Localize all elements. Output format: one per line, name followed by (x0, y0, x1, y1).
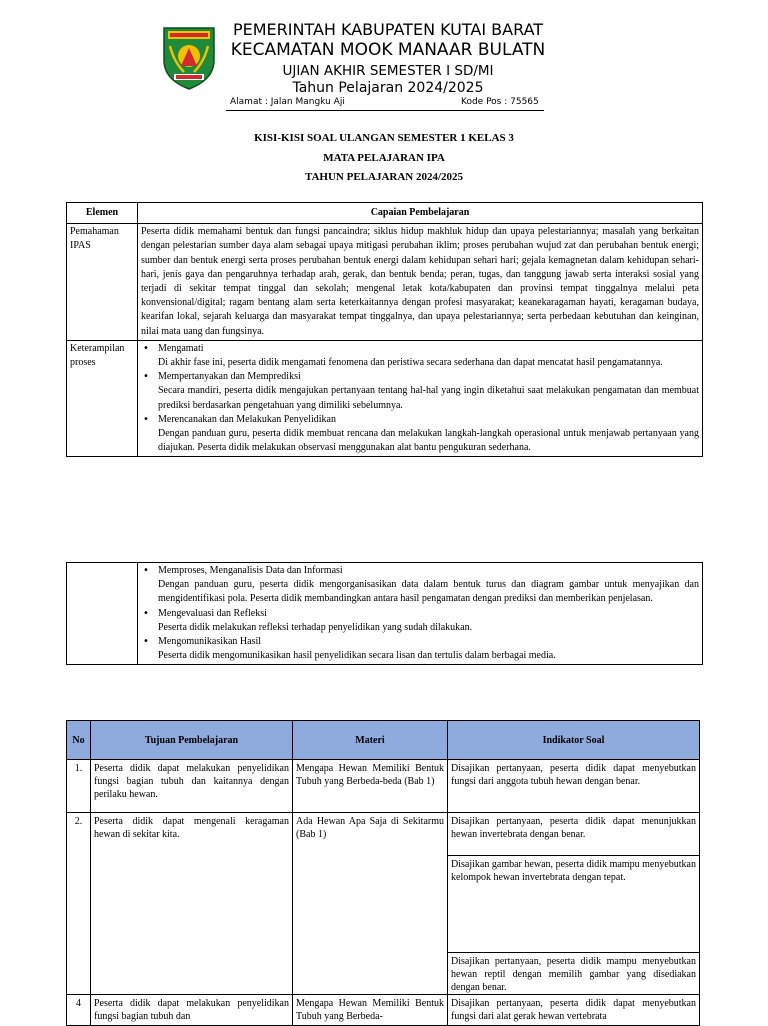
doc-subject: MATA PELAJARAN IPA (323, 152, 445, 164)
item-title: • Mempertanyakan dan Memprediksi (158, 371, 301, 383)
indikator-item: Disajikan pertanyaan, peserta didik dapat menunjukkan hewan invertebrata dengan benar. (448, 815, 699, 856)
table-row (67, 995, 700, 1026)
materi-cell: Ada Hewan Apa Saja di Sekitarmu (Bab 1) (293, 813, 448, 995)
capaian-cell (138, 340, 703, 457)
item-title: • Memproses, Menganalisis Data dan Informasi (158, 565, 343, 576)
list-item (158, 564, 699, 607)
item-text: Di akhir fase ini, peserta didik mengamati fenomena dan peristiwa secara sederhana dan dapat mencatat hasil pengamatannya. (158, 357, 663, 369)
item-text: Dengan panduan guru, peserta didik membuat rencana dan melakukan langkah-langkah operasional untuk menjawab pertanyaan yang diajukan. Peserta didik melakukan observasi menggunakan alat bantu pengukuran sederhana. (158, 428, 699, 454)
item-title: • Mengamati (158, 342, 204, 354)
table-row (67, 563, 703, 665)
materi-cell: Mengapa Hewan Memiliki Bentuk Tubuh yang Berbeda-beda (Bab 1) (293, 760, 448, 813)
column-header-no: No (67, 721, 91, 760)
column-header-capaian: Capaian Pembelajaran (138, 203, 703, 224)
item-text: Secara mandiri, peserta didik mengajukan pertanyaan tentang hal-hal yang ingin diketahui saat melakukan pengamatan dan membuat prediksi berdasarkan pengetahuan yang dimiliki sebelumnya. (158, 385, 699, 411)
doc-year: TAHUN PELAJARAN 2024/2025 (304, 171, 464, 183)
table-row (67, 760, 700, 813)
row-number: 4 (67, 995, 91, 1026)
elemen-cell (67, 563, 138, 665)
capaian-table-continued (66, 562, 703, 665)
item-title: • Mengevaluasi dan Refleksi (158, 607, 267, 619)
item-title: • Merencanakan dan Melakukan Penyelidikan (158, 413, 336, 425)
letterhead-line-3: UJIAN AKHIR SEMESTER I SD/MI (282, 63, 494, 79)
list-item (158, 413, 699, 456)
list-item (158, 607, 699, 635)
materi-cell: Mengapa Hewan Memiliki Bentuk Tubuh yang Berbeda- (293, 995, 448, 1026)
address: Alamat : Jalan Mangku Aji (230, 97, 345, 107)
elemen-cell: Pemahaman IPAS (67, 224, 138, 341)
table-row (67, 813, 700, 995)
table-row (67, 224, 703, 341)
column-header-materi: Materi (293, 721, 448, 760)
list-item (158, 635, 699, 663)
letterhead-line-2: KECAMATAN MOOK MANAAR BULATN (230, 40, 546, 60)
item-text: Peserta didik melakukan refleksi terhadap penyelidikan yang sudah dilakukan. (158, 621, 473, 633)
column-header-indikator: Indikator Soal (448, 721, 700, 760)
elemen-cell: Keterampilan proses (67, 340, 138, 457)
indikator-item: Disajikan gambar hewan, peserta didik mampu menyebutkan kelompok hewan invertebrata dengan tepat. (448, 856, 699, 953)
table-row (67, 340, 703, 457)
tujuan-pembelajaran-table (66, 720, 700, 1026)
letterhead-divider (226, 110, 544, 111)
capaian-table (66, 202, 703, 457)
item-text: Peserta didik mengomunikasikan hasil penyelidikan secara lisan dan tertulis dalam berbagai media. (158, 650, 556, 662)
row-number: 2. (67, 813, 91, 995)
row-number: 1. (67, 760, 91, 813)
letterhead-line-4: Tahun Pelajaran 2024/2025 (292, 80, 484, 96)
column-header-tujuan: Tujuan Pembelajaran (91, 721, 293, 760)
doc-title: KISI-KISI SOAL ULANGAN SEMESTER 1 KELAS 3 (254, 132, 514, 144)
postal-code: Kode Pos : 75565 (461, 97, 539, 107)
letterhead-line-1: PEMERINTAH KABUPATEN KUTAI BARAT (232, 20, 544, 39)
column-header-elemen: Elemen (67, 203, 138, 224)
capaian-cell: Peserta didik memahami bentuk dan fungsi pancaindra; siklus hidup makhluk hidup dan upaya pelestariannya; masalah yang berkaitan dengan pelestarian sumber daya alam sebagai upaya mitigasi perubahan iklim; proses perubahan wujud zat dan perubahan bentuk energi; sumber dan bentuk energi serta proses perubahan bentuk energi dalam kehidupan sehari hari; gejala kemagnetan dalam kehidupan sehari-hari, jenis gaya dan pengaruhnya terhadap arah, gerak, dan bentuk benda; peran, tugas, dan tanggung jawab serta interaksi sosial yang terjadi di sekitar tempat tinggal dan sekolah; mengenal letak kota/kabupaten dan provinsi tempat tinggalnya melalui peta konvensional/digital; ragam bentang alam serta keterkaitannya dengan profesi masyarakat; keanekaragaman hayati, keragaman budaya, kearifan lokal, sejarah keluarga dan masyarakat tempat tinggalnya, dan upaya pelestariannya; serta perbedaan kebutuhan dan keinginan, nilai mata uang dan fungsinya. (138, 224, 703, 341)
tujuan-cell: Peserta didik dapat melakukan penyelidikan fungsi bagian tubuh dan kaitannya dengan perilaku hewan. (91, 760, 293, 813)
item-text: Dengan panduan guru, peserta didik mengorganisasikan data dalam bentuk turus dan diagram gambar untuk menyajikan dan mengidentifikasi pola. Peserta didik membandingkan antara hasil pengamatan dengan prediksi dan memberikan penjelasan. (158, 579, 699, 605)
indikator-cell: Disajikan pertanyaan, peserta didik dapat menyebutkan fungsi dari anggota tubuh hewan dengan benar. (448, 760, 700, 813)
item-title: • Mengomunikasikan Hasil (158, 636, 262, 648)
indikator-cell: Disajikan pertanyaan, peserta didik dapat menyebutkan fungsi dari alat gerak hewan vertebrata (448, 995, 700, 1026)
letterhead (0, 0, 768, 118)
tujuan-cell: Peserta didik dapat melakukan penyelidikan fungsi bagian tubuh dan (91, 995, 293, 1026)
capaian-cell (138, 563, 703, 665)
list-item (158, 342, 699, 370)
list-item (158, 370, 699, 413)
tujuan-cell: Peserta didik dapat mengenali keragaman hewan di sekitar kita. (91, 813, 293, 995)
indikator-item: Disajikan pertanyaan, peserta didik mampu menyebutkan hewan reptil dengan memilih gambar yang disediakan dengan benar. (451, 956, 696, 993)
indikator-cell (448, 813, 700, 995)
